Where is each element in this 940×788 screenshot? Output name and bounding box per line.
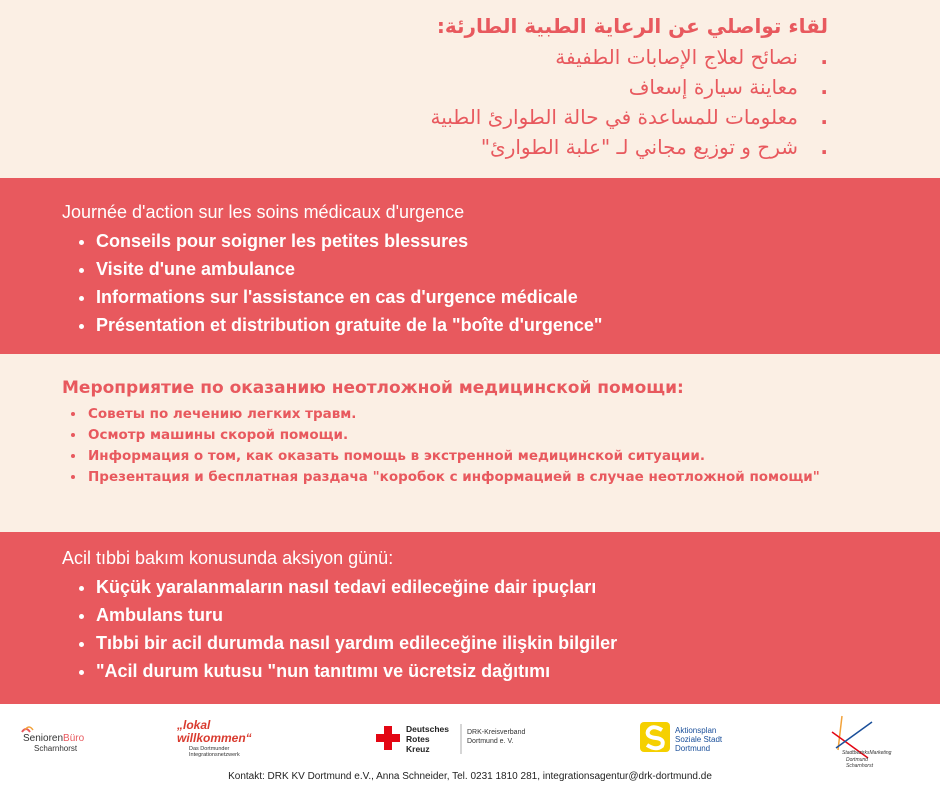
list-item: . معاينة سيارة إسعاف <box>68 72 798 102</box>
svg-text:Scharnhorst: Scharnhorst <box>34 744 78 753</box>
svg-text:Aktionsplan: Aktionsplan <box>675 726 717 735</box>
svg-text:Rotes: Rotes <box>406 734 430 744</box>
list-item: . شرح و توزيع مجاني لـ "علبة الطوارئ" <box>68 132 798 162</box>
svg-text:Scharnhorst: Scharnhorst <box>846 763 873 769</box>
french-title: Journée d'action sur les soins médicaux d'urgence <box>62 202 465 222</box>
list-item: • Информация о том, как оказать помощь в экстренной медицинской ситуации. <box>86 446 822 467</box>
svg-text:„lokal: „lokal <box>177 718 211 732</box>
list-item: • Презентация и бесплатная раздача "коробок с информацией в случае неотложной помощи" <box>86 467 822 488</box>
lokal-willkommen-logo <box>175 718 275 763</box>
french-block <box>62 202 602 339</box>
svg-text:Kreuz: Kreuz <box>406 744 430 754</box>
svg-text:Soziale Stadt: Soziale Stadt <box>675 735 723 744</box>
seniorenbuero-logo <box>20 724 102 759</box>
list-item: • Visite d'une ambulance <box>96 255 602 283</box>
svg-text:Dortmund e. V.: Dortmund e. V. <box>467 738 514 745</box>
svg-text:Dortmund: Dortmund <box>675 744 711 753</box>
svg-text:Das Dortmunder: Das Dortmunder <box>189 746 230 752</box>
svg-text:Integrationsnetzwerk: Integrationsnetzwerk <box>189 752 240 758</box>
drk-logo <box>376 722 546 761</box>
contact-line: Kontakt: DRK KV Dortmund e.V., Anna Schneider, Tel. 0231 1810 281, integrationsagentur@drk-dortmund.de <box>228 771 712 782</box>
russian-title: Мероприятие по оказанию неотложной медицинской помощи: <box>62 378 684 398</box>
arabic-title: لقاء تواصلي عن الرعاية الطبية الطارئة: <box>436 14 828 38</box>
list-item: . معلومات للمساعدة في حالة الطوارئ الطبية <box>68 102 798 132</box>
footer <box>0 704 940 788</box>
arabic-section <box>0 0 940 178</box>
red-cross-icon <box>376 726 400 750</box>
list-item: • Советы по лечению легких травм. <box>86 404 822 425</box>
aktionsplan-mark <box>640 720 750 756</box>
seniorenbuero-mark <box>20 724 102 754</box>
russian-block <box>62 378 822 488</box>
list-item: . نصائح لعلاج الإصابات الطفيفة <box>68 42 798 72</box>
french-section <box>0 178 940 354</box>
list-item: • Conseils pour soigner les petites blessures <box>96 227 602 255</box>
drk-mark <box>376 722 546 756</box>
list-item: • Осмотр машины скорой помощи. <box>86 425 822 446</box>
list-item: • Tıbbi bir acil durumda nasıl yardım edileceğine ilişkin bilgiler <box>96 629 617 657</box>
stadtbezirksmarketing-mark <box>828 712 892 770</box>
svg-text:DRK-Kreisverband: DRK-Kreisverband <box>467 729 526 736</box>
arabic-list <box>68 42 828 162</box>
russian-list <box>62 404 822 488</box>
russian-section <box>0 354 940 532</box>
stadtbezirksmarketing-logo <box>828 712 892 775</box>
list-item: • Küçük yaralanmaların nasıl tedavi edileceğine dair ipuçları <box>96 573 617 601</box>
turkish-block <box>62 548 617 685</box>
list-item: • Ambulans turu <box>96 601 617 629</box>
french-list <box>62 227 602 339</box>
list-item: • Présentation et distribution gratuite de la "boîte d'urgence" <box>96 311 602 339</box>
lokal-willkommen-mark <box>175 718 275 758</box>
svg-text:Deutsches: Deutsches <box>406 724 449 734</box>
turkish-title: Acil tıbbi bakım konusunda aksiyon günü: <box>62 548 394 568</box>
arabic-block <box>68 14 828 162</box>
turkish-list <box>62 573 617 685</box>
s-letter-icon <box>640 722 670 752</box>
list-item: • Informations sur l'assistance en cas d'urgence médicale <box>96 283 602 311</box>
list-item: • "Acil durum kutusu "nun tanıtımı ve ücretsiz dağıtımı <box>96 657 617 685</box>
svg-text:willkommen“: willkommen“ <box>177 731 252 745</box>
svg-text:SeniorenBüro: SeniorenBüro <box>23 733 85 744</box>
svg-text:Dortmund: Dortmund <box>846 757 868 763</box>
aktionsplan-logo <box>640 720 750 761</box>
turkish-section <box>0 532 940 704</box>
svg-text:StadtbezirksMarketing: StadtbezirksMarketing <box>842 750 892 756</box>
